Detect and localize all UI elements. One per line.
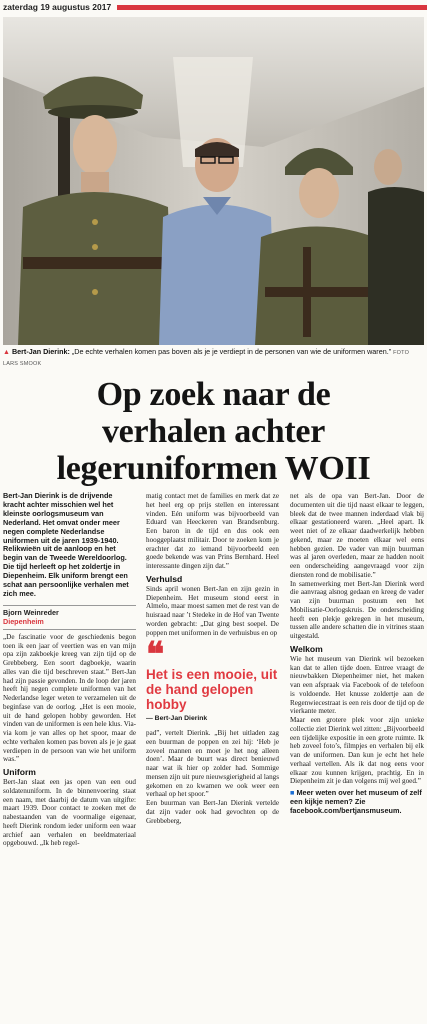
byline xyxy=(3,605,136,630)
headline-line: verhalen achter xyxy=(101,413,326,450)
body-paragraph: pad”, vertelt Dierink. „Bij het uitladen zag een buurman de poppen en zei hij: ‘Heb je zoveel mannen en moet je het nog alleen doen’. Maar de buurt was direct benieuwd naar wat ik hier op zolder had. Sommige mensen zijn uit pure nieuwsgierigheid al langs gekomen en zo kwamen we ook weer een verhaal op het spoor.” xyxy=(146,729,279,799)
square-bullet-icon: ■ xyxy=(290,788,295,797)
dateline-location: Diepenheim xyxy=(3,617,136,630)
subheading-uniform: Uniform xyxy=(3,767,36,778)
read-more-note xyxy=(290,789,424,816)
intro-paragraph: Bert-Jan Dierink is de drijvende kracht achter misschien wel het kleinste oorlogsmuseum van Nederland. Het omvat onder meer negen complete Nederlandse uniformen uit de jaren 1939-1940. Relikwieën uit de aanloop en het begin van de Tweede Wereldoorlog. Die tijd herleeft op het zoldertje in Diepenheim. Elk uniform brengt een schat aan persoonlijke verhalen met zich mee. xyxy=(3,491,129,598)
subheading-verhulsd: Verhulsd xyxy=(146,573,183,584)
body-paragraph: Bert-Jan slaat een jas open van een oud soldatenuniform. In de binnenvoering staat een naam, met daarbij de datum van uitgifte: maart 1939. Door contact te zoeken met de nabestaanden van de voormalige eigenaar, heeft Dierink rondom ieder uniform een waar archief aan verhalen en beeldmateriaal opgebouwd. „Ik heb regel- xyxy=(3,778,136,848)
pull-quote-text: Het is een mooie, uit de hand gelopen hobby xyxy=(146,667,278,713)
header-rule xyxy=(117,5,427,10)
issue-date: zaterdag 19 augustus 2017 xyxy=(3,2,112,12)
body-paragraph: „De fascinatie voor de geschiedenis begon toen ik een jaar of veertien was en van mijn opa zijn zakboekje kreeg van zijn tijd op de Grebbeberg. Een soort dagboekje, waarin alles van die tijd beschreven staat.” Bert-Jan had zijn passie gevonden. In de loop der jaren heeft hij negen complete uniformen van het Nederlandse leger weten te verzamelen uit de beginfase van de oorlog. „Het is een mooie, uit de hand gelopen hobby geworden. Het vinden van de uniformen is een hele klus. Via-via kom je van alles op het spoor, maar de echte verhalen komen pas boven als je je gaat verdiepen in de persoon van wie het uniform was.” xyxy=(3,632,136,764)
headline xyxy=(0,376,427,487)
caption-name: Bert-Jan Dierink: xyxy=(11,347,70,356)
column-3 xyxy=(290,492,424,816)
column-1 xyxy=(3,492,136,848)
body-paragraph: Wie het museum van Dierink wil bezoeken kan dat te allen tijde doen. Entree vraagt de nieuwbakken Diepenheimer niet, het maken van een afspraak via Facebook of de telefoon is voldoende. Het knusse zoldertje aan de Regenwiecestraat is een reis door de tijd op de vierkante meter. xyxy=(290,654,424,716)
quote-mark-icon: ❝ xyxy=(146,637,165,675)
body-paragraph: Sinds april wonen Bert-Jan en zijn gezin in Diepenheim. Het museum stond eerst in Almelo, maar moest samen met de rest van de huisraad naar ’t Stedeke in de Hof van Twente worden gebracht: „Dat ging best soepel. De poppen met uniformen in de verhuisbus en op xyxy=(146,584,279,637)
read-more-text: Meer weten over het museum of zelf een kijkje nemen? Zie facebook.com/bertjansmuseum. xyxy=(290,788,422,815)
headline-line: Op zoek naar de xyxy=(96,376,331,413)
body-paragraph: Maar een grotere plek voor zijn unieke collectie ziet Dierink wel zitten: „Bijvoorbeeld een tijdelijke expositie in een grote ruimte. Ik heb zoveel foto’s, filmpjes en verhalen bij elk van de uniformen. Dan kun je echt het hele verhaal vertellen. Als ik dat nog eens voor elkaar zou kunnen krijgen, prachtig. En in Diepenheim zit je dan volgens mij wel goed.” xyxy=(290,716,424,786)
column-2 xyxy=(146,492,279,825)
body-paragraph: matig contact met de families en merk dat ze het heel erg op prijs stellen en interessant vinden. Eén uniform was bijvoorbeeld van Eduard van Heeckeren van Brandsenburg. Een baron in de tijd en dus ook een hooggeplaatst militair. Door te zoeken kom je erachter dat zo iemand bijvoorbeeld een goede bekende was van Prins Bernhard. Heel interessante dingen zijn dat.” xyxy=(146,492,279,570)
photo-credit: FOTO LARS SMOOK xyxy=(3,350,410,367)
subheading-welkom: Welkom xyxy=(290,643,323,654)
photo-illustration xyxy=(3,17,424,345)
body-paragraph: Een buurman van Bert-Jan Dierink vertelde dat zijn vader ook had gevochten op de Grebbeberg, xyxy=(146,799,279,825)
body-paragraph: In samenwerking met Bert-Jan Dierink werd die aanvraag alsnog gedaan en kreeg de vader van zijn buurman postuum een het Mobilisatie-Oorlogskruis. De onderscheiding heeft een plekje gekregen in het museum, tussen alle andere schatten die in vitrines staan uitgestald. xyxy=(290,579,424,640)
caption-quote: „De echte verhalen komen pas boven als je je verdiept in de personen van wie de uniformen waren.” xyxy=(69,347,392,356)
body-paragraph: net als de opa van Bert-Jan. Door de documenten uit die tijd naast elkaar te leggen, bleek dat de twee mannen inderdaad vlak bij elkaar gestationeerd waren. „Heel apart. Ik weet niet of ze elkaar daadwerkelijk hebben gekend, maar ze moeten elkaar wel eens hebben gezien. De vader van mijn buurman was al jaren overleden, maar ze hadden nooit een onderscheiding aangevraagd voor zijn diensten rond de mobilisatie.” xyxy=(290,492,424,579)
caption-triangle-icon: ▲ xyxy=(3,349,10,356)
author-name: Bjorn Weinreder xyxy=(3,607,59,617)
page-header xyxy=(0,0,427,14)
pull-quote-attribution: — Bert-Jan Dierink xyxy=(146,715,208,723)
article-photo xyxy=(3,17,424,345)
headline-line: legeruniformen WOII xyxy=(56,450,371,487)
photo-caption xyxy=(3,347,424,369)
pull-quote xyxy=(146,637,279,724)
